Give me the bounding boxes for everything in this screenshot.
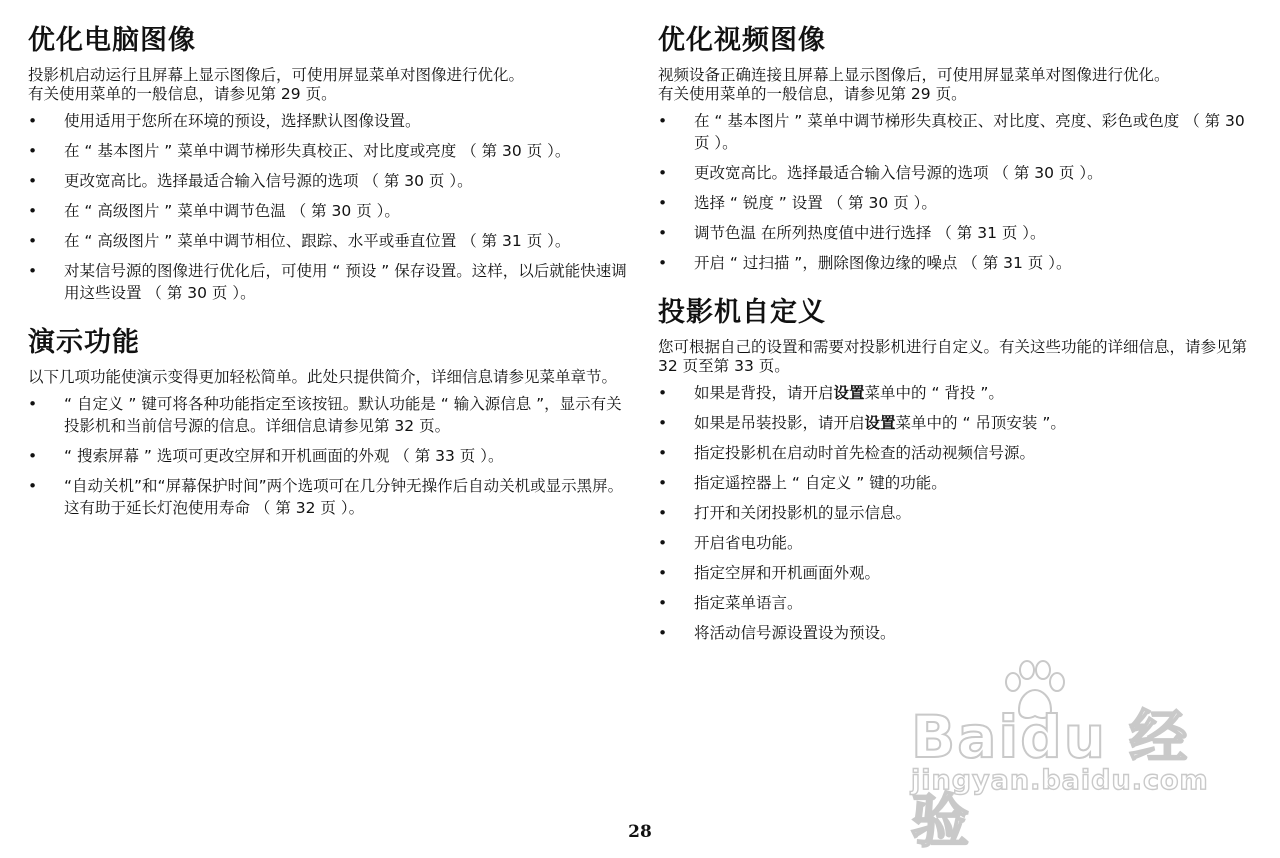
watermark-brand: Baidu 经验: [911, 703, 1190, 855]
list-item-text: “ 搜索屏幕 ” 选项可更改空屏和开机画面的外观 （ 第 33 页 ）。: [64, 447, 504, 465]
list-item: [658, 252, 1254, 274]
list-item: [658, 442, 1254, 464]
list-item-text: 将活动信号源设置设为预设。: [694, 624, 896, 642]
page-number: 28: [628, 822, 652, 842]
bullet-icon: •: [28, 395, 38, 413]
list-item: [658, 412, 1254, 434]
bullet-icon: •: [658, 444, 668, 462]
list-item-text: 菜单中的 “ 背投 ”。: [864, 384, 1004, 402]
bullet-icon: •: [658, 564, 668, 582]
list-item: [658, 502, 1254, 524]
menu-name-setup: 设置: [833, 384, 865, 402]
bullet-icon: •: [658, 504, 668, 522]
list-item: [658, 192, 1254, 214]
list-item-text: 更改宽高比。选择最适合输入信号源的选项 （ 第 30 页 ）。: [64, 172, 473, 190]
bullet-icon: •: [658, 194, 668, 212]
list-item: [658, 222, 1254, 244]
menu-name-setup: 设置: [864, 414, 896, 432]
section-title: 演示功能: [28, 327, 140, 358]
list-item: [28, 260, 628, 304]
bullet-icon: •: [28, 112, 38, 130]
section-title: 优化电脑图像: [28, 25, 196, 56]
bullet-icon: •: [28, 447, 38, 465]
bullet-icon: •: [658, 164, 668, 182]
bullet-icon: •: [28, 232, 38, 250]
bullet-icon: •: [28, 202, 38, 220]
list-item-text: 在 “ 高级图片 ” 菜单中调节色温 （ 第 30 页 ）。: [64, 202, 400, 220]
section-presentation: [28, 326, 628, 519]
list-item-text: 如果是吊装投影，请开启: [694, 414, 865, 432]
list-item-text: 在 “ 基本图片 ” 菜单中调节梯形失真校正、对比度、亮度、彩色或色度 （ 第 30 页 ）。: [694, 112, 1245, 152]
list-item-text: 指定投影机在启动时首先检查的活动视频信号源。: [694, 444, 1036, 462]
list-item-text: “ 自定义 ” 键可将各种功能指定至该按钮。默认功能是 “ 输入源信息 ”，显示有关投影机和当前信号源的信息。详细信息请参见第 32 页。: [64, 395, 622, 435]
watermark-url: jingyan.baidu.com: [911, 765, 1209, 796]
bullet-icon: •: [28, 172, 38, 190]
section-intro: [28, 66, 628, 104]
bullet-icon: •: [658, 594, 668, 612]
list-item: [658, 532, 1254, 554]
section-customize: [658, 296, 1254, 644]
baidu-jingyan-watermark: [905, 660, 1209, 855]
list-item-text: 在 “ 基本图片 ” 菜单中调节梯形失真校正、对比度或亮度 （ 第 30 页 ）。: [64, 142, 571, 160]
bullet-list: [28, 393, 628, 519]
list-item: [658, 592, 1254, 614]
list-item-text: 打开和关闭投影机的显示信息。: [694, 504, 912, 522]
list-item-text: 开启 “ 过扫描 ”，删除图像边缘的噪点 （ 第 31 页 ）。: [694, 254, 1072, 272]
list-item-text: 使用适用于您所在环境的预设，选择默认图像设置。: [64, 112, 421, 130]
list-item: [28, 393, 628, 437]
bullet-icon: •: [658, 112, 668, 130]
list-item-text: 选择 “ 锐度 ” 设置 （ 第 30 页 ）。: [694, 194, 937, 212]
list-item-text: 指定空屏和开机画面外观。: [694, 564, 881, 582]
intro-line: 有关使用菜单的一般信息，请参见第 29 页。: [28, 85, 337, 103]
list-item-text: 开启省电功能。: [694, 534, 803, 552]
bullet-icon: •: [28, 477, 38, 495]
section-title: 投影机自定义: [658, 297, 826, 328]
section-optimize-pc: [28, 24, 628, 304]
list-item-text: 对某信号源的图像进行优化后，可使用 “ 预设 ” 保存设置。这样，以后就能快速调用这些设置 （ 第 30 页 ）。: [64, 262, 627, 302]
list-item: [658, 562, 1254, 584]
bullet-icon: •: [658, 474, 668, 492]
list-item: [658, 382, 1254, 404]
list-item: [658, 162, 1254, 184]
bullet-list: [658, 110, 1254, 274]
list-item-text: 菜单中的 “ 吊顶安装 ”。: [895, 414, 1066, 432]
bullet-icon: •: [658, 384, 668, 402]
list-item-text: 在 “ 高级图片 ” 菜单中调节相位、跟踪、水平或垂直位置 （ 第 31 页 ）。: [64, 232, 571, 250]
section-intro: [658, 66, 1254, 104]
list-item-text: 调节色温 在所列热度值中进行选择 （ 第 31 页 ）。: [694, 224, 1046, 242]
intro-line: 投影机启动运行且屏幕上显示图像后，可使用屏显菜单对图像进行优化。: [28, 66, 525, 84]
list-item: [28, 110, 628, 132]
bullet-list: [658, 382, 1254, 644]
list-item: [28, 445, 628, 467]
list-item: [28, 170, 628, 192]
list-item-text: “自动关机”和“屏幕保护时间”两个选项可在几分钟无操作后自动关机或显示黑屏。这有助于延长灯泡使用寿命 （ 第 32 页 ）。: [64, 477, 624, 517]
bullet-icon: •: [28, 142, 38, 160]
list-item: [658, 622, 1254, 644]
bullet-list: [28, 110, 628, 304]
right-column: [658, 24, 1254, 652]
list-item: [28, 140, 628, 162]
bullet-icon: •: [658, 254, 668, 272]
list-item: [28, 200, 628, 222]
bullet-icon: •: [658, 224, 668, 242]
list-item-text: 指定遥控器上 “ 自定义 ” 键的功能。: [694, 474, 947, 492]
section-intro: 以下几项功能使演示变得更加轻松简单。此处只提供简介，详细信息请参见菜单章节。: [28, 368, 618, 386]
list-item-text: 更改宽高比。选择最适合输入信号源的选项 （ 第 30 页 ）。: [694, 164, 1103, 182]
list-item: [658, 110, 1254, 154]
list-item-text: 指定菜单语言。: [694, 594, 803, 612]
list-item: [28, 475, 628, 519]
section-intro: 您可根据自己的设置和需要对投影机进行自定义。有关这些功能的详细信息，请参见第 32 页至第 33 页。: [658, 338, 1248, 375]
left-column: [28, 24, 628, 527]
bullet-icon: •: [658, 534, 668, 552]
list-item-text: 如果是背投，请开启: [694, 384, 834, 402]
bullet-icon: •: [658, 624, 668, 642]
section-optimize-video: [658, 24, 1254, 274]
list-item: [28, 230, 628, 252]
intro-line: 视频设备正确连接且屏幕上显示图像后，可使用屏显菜单对图像进行优化。: [658, 66, 1170, 84]
intro-line: 有关使用菜单的一般信息，请参见第 29 页。: [658, 85, 967, 103]
section-title: 优化视频图像: [658, 25, 826, 56]
bullet-icon: •: [28, 262, 38, 280]
list-item: [658, 472, 1254, 494]
bullet-icon: •: [658, 414, 668, 432]
